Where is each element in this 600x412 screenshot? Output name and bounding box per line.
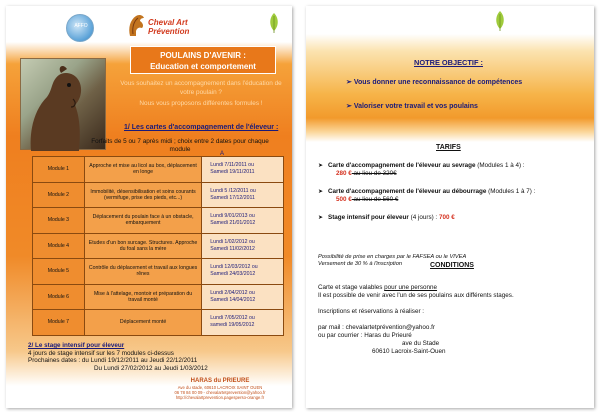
module-dates: Lundi 9/01/2013 ou Samedi 21/01/2012 bbox=[202, 208, 284, 234]
affo-logo: AFFO bbox=[66, 14, 94, 42]
tarif-item: ➤ Stage intensif pour éleveur (4 jours) : 700 € bbox=[318, 214, 455, 221]
arrow-icon: ➤ bbox=[318, 189, 324, 195]
module-description: Immobilité, désensibilisation et soins courants (vermifuge, prise des pieds, etc...) bbox=[84, 182, 202, 208]
stage-line: 4 jours de stage intensif sur les 7 modules ci-dessus bbox=[28, 349, 174, 357]
module-description: Mise à l'attelage, montoir et préparation du travail monté bbox=[84, 284, 202, 310]
objective-item: ➢ Vous donner une reconnaissance de compétences bbox=[346, 79, 523, 86]
objective-item: ➢ Valoriser votre travail et vos poulains bbox=[346, 103, 478, 110]
leaf-icon bbox=[494, 10, 506, 32]
arrow-icon: ➤ bbox=[318, 163, 324, 169]
intro-text: Vous souhaitez un accompagnement dans l'éducation de votre poulain ? Nous vous proposons différentes formules ! bbox=[120, 80, 282, 107]
forfaits-text: Forfaits de 5 ou 7 après midi ; choix entre 2 dates pour chaque module bbox=[91, 138, 269, 153]
module-dates: Lundi 5 /12/2011 ou Samedi 17/12/2011 bbox=[202, 182, 284, 208]
table-row bbox=[33, 259, 284, 285]
arrow-icon: ➢ bbox=[346, 103, 354, 110]
objective-band bbox=[306, 6, 594, 142]
module-dates: Lundi 7/05/2012 ou samedi 19/05/2012 bbox=[202, 310, 284, 336]
module-description: Déplacement du poulain face à un obstacle, embarquement bbox=[84, 208, 202, 234]
table-row bbox=[33, 284, 284, 310]
module-dates: Lundi 1/02/2012 ou Samedi 11/02/2012 bbox=[202, 233, 284, 259]
table-row bbox=[33, 182, 284, 208]
module-name: Module 4 bbox=[33, 233, 85, 259]
table-row bbox=[33, 208, 284, 234]
table-row bbox=[33, 233, 284, 259]
footer-contact: HARAS du PRIEURE Ave du stade, 60610 LACROIX SAINT OUEN 06 78 84 00 09 - chevalartetprevention@yahoo.fr http://chevalartprevention.pagesperso-orange.fr bbox=[174, 378, 266, 400]
module-name: Module 6 bbox=[33, 284, 85, 310]
stage-title: 2/ Le stage intensif pour éleveur bbox=[28, 342, 125, 349]
module-description: Approche et mise au licol au box, déplacement en longe bbox=[84, 157, 202, 183]
intensive-stage bbox=[28, 342, 278, 372]
table-row bbox=[33, 157, 284, 183]
module-name: Module 2 bbox=[33, 182, 85, 208]
table-row bbox=[33, 310, 284, 336]
horse-head-logo-icon bbox=[124, 12, 148, 38]
section-title-cards: 1/ Les cartes d'accompagnement de l'éleveur : bbox=[124, 124, 279, 131]
objective-title: NOTRE OBJECTIF : bbox=[414, 58, 483, 67]
module-name: Module 3 bbox=[33, 208, 85, 234]
conditions-text: Carte et stage valables pour une personne Il est possible de venir avec l'un de ses poulains aux différents stages. Inscriptions et réservations à réaliser : par mail : chevalartetprévention@yahoo.fr ou par courrier : Haras du Prieuré ave du Stade 60610 Lacroix-Saint-Ouen bbox=[318, 284, 588, 356]
contact-email[interactable]: par mail : chevalartetprévention@yahoo.fr bbox=[318, 324, 435, 331]
module-dates: Lundi 2/04/2012 ou Samedi 14/04/2012 bbox=[202, 284, 284, 310]
stage-line: Prochaines dates : du Lundi 19/12/2011 au Jeudi 22/12/2011 bbox=[28, 357, 198, 365]
module-dates: Lundi 12/03/2012 ou Samedi 24/03/2012 bbox=[202, 259, 284, 285]
foal-photo bbox=[20, 58, 106, 150]
stage-line: Du Lundi 27/02/2012 au Jeudi 1/03/2012 bbox=[94, 364, 208, 372]
tarifs-title: TARIFS bbox=[436, 144, 461, 151]
module-name: Module 1 bbox=[33, 157, 85, 183]
flyer-right-page bbox=[306, 6, 594, 408]
module-dates: Lundi 7/11/2011 ou Samedi 19/11/2011 bbox=[202, 157, 284, 183]
module-description: Déplacement monté bbox=[84, 310, 202, 336]
module-name: Module 5 bbox=[33, 259, 85, 285]
brand-name: Cheval Art Prévention bbox=[148, 18, 190, 36]
flyer-left-page bbox=[6, 6, 292, 408]
modules-table bbox=[32, 156, 284, 336]
arrow-icon: ➢ bbox=[346, 79, 354, 86]
flyer-title: POULAINS D'AVENIR : Education et comportement bbox=[130, 46, 276, 74]
tarif-item: ➤ Carte d'accompagnement de l'éleveur au sevrage (Modules 1 à 4) : 280 € au lieu de 320€ bbox=[318, 162, 525, 178]
arrow-icon: ➤ bbox=[318, 215, 324, 221]
module-description: Etudes d'un bon surcage. Structures. Approche du foal sans la mère bbox=[84, 233, 202, 259]
text-cursor: A bbox=[220, 151, 225, 157]
leaf-icon bbox=[268, 12, 280, 34]
conditions-title: CONDITIONS bbox=[430, 262, 474, 269]
funding-note: Possibilité de prise en charges par le FAFSEA ou le VIVEA Versement de 30 % à l'inscription bbox=[318, 254, 467, 268]
module-name: Module 7 bbox=[33, 310, 85, 336]
tarif-item: ➤ Carte d'accompagnement de l'éleveur au débourrage (Modules 1 à 7) : 500 € au lieu de 560 € bbox=[318, 188, 536, 204]
module-description: Contrôle du déplacement et travail aux longues rênes bbox=[84, 259, 202, 285]
